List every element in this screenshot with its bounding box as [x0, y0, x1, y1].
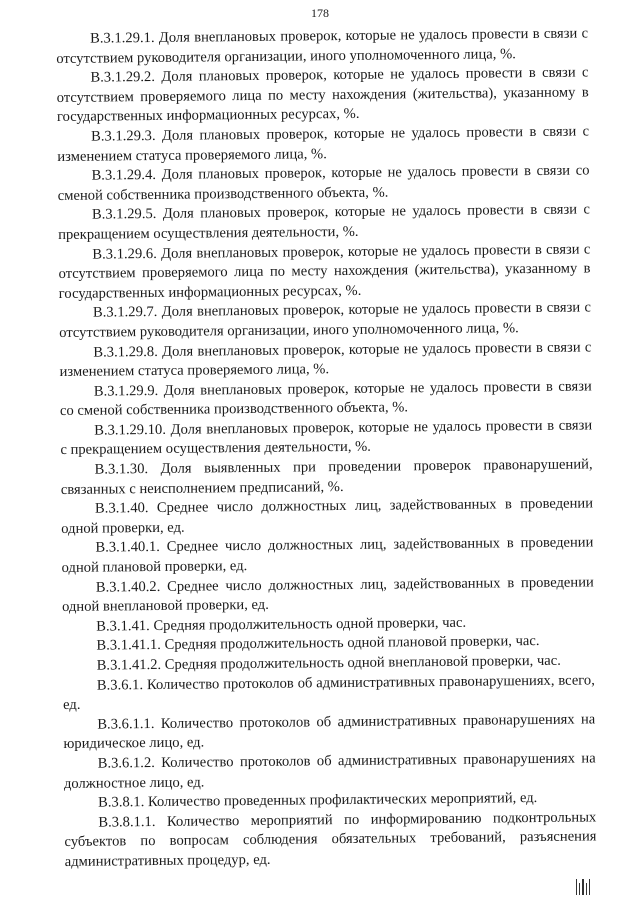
paragraph: В.3.6.1. Количество протоколов об административных правонарушениях, всего, ед. — [62, 671, 595, 714]
paragraph: В.3.1.41.2. Средняя продолжительность одной внеплановой проверки, час. — [96, 652, 561, 674]
document-body — [56, 24, 597, 872]
paragraph: В.3.8.1.1. Количество мероприятий по информированию подконтрольных субъектов по вопросам соблюдения обязательных требований, разъяснения административных процедур, ед. — [64, 809, 597, 870]
paragraph: В.3.1.29.7. Доля внеплановых проверок, которые не удалось провести в связи с отсутствием руководителя организации, иного уполномоченного лица, %. — [59, 299, 592, 341]
paragraph: В.3.1.40.1. Среднее число должностных лиц, задействованных в проведении одной плановой проверки, ед. — [61, 534, 594, 577]
paragraph: В.3.1.29.1. Доля внеплановых проверок, которые не удалось провести в связи с отсутствием руководителя организации, иного уполномоченного лица, %. — [56, 25, 589, 67]
paragraph: В.3.8.1. Количество проведенных профилактических мероприятий, ед. — [98, 790, 538, 811]
paragraph: В.3.1.41. Средняя продолжительность одной проверки, час. — [96, 614, 467, 635]
scan-barcode-mark — [576, 879, 590, 895]
paragraph: В.3.1.29.2. Доля плановых проверок, которые не удалось провести в связи с отсутствием проверяемого лица по месту нахождения (жительства), указанному в государственных информационных ресурсах, %. — [56, 64, 589, 126]
paragraph: В.3.1.29.9. Доля внеплановых проверок, которые не удалось провести в связи со сменой собственника производственного объекта, %. — [59, 378, 592, 420]
paragraph: В.3.1.40. Среднее число должностных лиц, задействованных в проведении одной проверки, ед. — [61, 495, 594, 537]
paragraph: В.3.6.1.2. Количество протоколов об административных правонарушениях на должностное лицо, ед. — [63, 750, 596, 792]
paragraph: В.3.1.29.4. Доля плановых проверок, которые не удалось провести в связи со сменой собственника производственного объекта, %. — [57, 162, 590, 204]
paragraph: В.3.1.40.2. Среднее число должностных лиц, задействованных в проведении одной внеплановой проверки, ед. — [61, 574, 594, 616]
page-number: 178 — [311, 6, 329, 20]
paragraph: В.3.1.29.6. Доля внеплановых проверок, которые не удалось провести в связи с отсутствием проверяемого лица по месту нахождения (жительства), указанному в государственных информационных ресурсах, %. — [58, 240, 591, 302]
paragraph: В.3.1.29.3. Доля плановых проверок, которые не удалось провести в связи с изменением статуса проверяемого лица, %. — [57, 123, 590, 165]
paragraph: В.3.1.41.1. Средняя продолжительность одной плановой проверки, час. — [96, 633, 540, 655]
paragraph: В.3.6.1.1. Количество протоколов об административных правонарушениях на юридическое лицо, ед. — [63, 711, 596, 753]
paragraph: В.3.1.29.5. Доля плановых проверок, которые не удалось провести в связи с прекращением осуществления деятельности, %. — [58, 201, 590, 243]
paragraph: В.3.1.30. Доля выявленных при проведении проверок правонарушений, связанных с неисполнением предписаний, %. — [60, 456, 593, 498]
paragraph: В.3.1.29.8. Доля внеплановых проверок, которые не удалось провести в связи с изменением статуса проверяемого лица, %. — [59, 338, 592, 381]
paragraph: В.3.1.29.10. Доля внеплановых проверок, которые не удалось провести в связи с прекращением осуществления деятельности, %. — [60, 417, 593, 459]
